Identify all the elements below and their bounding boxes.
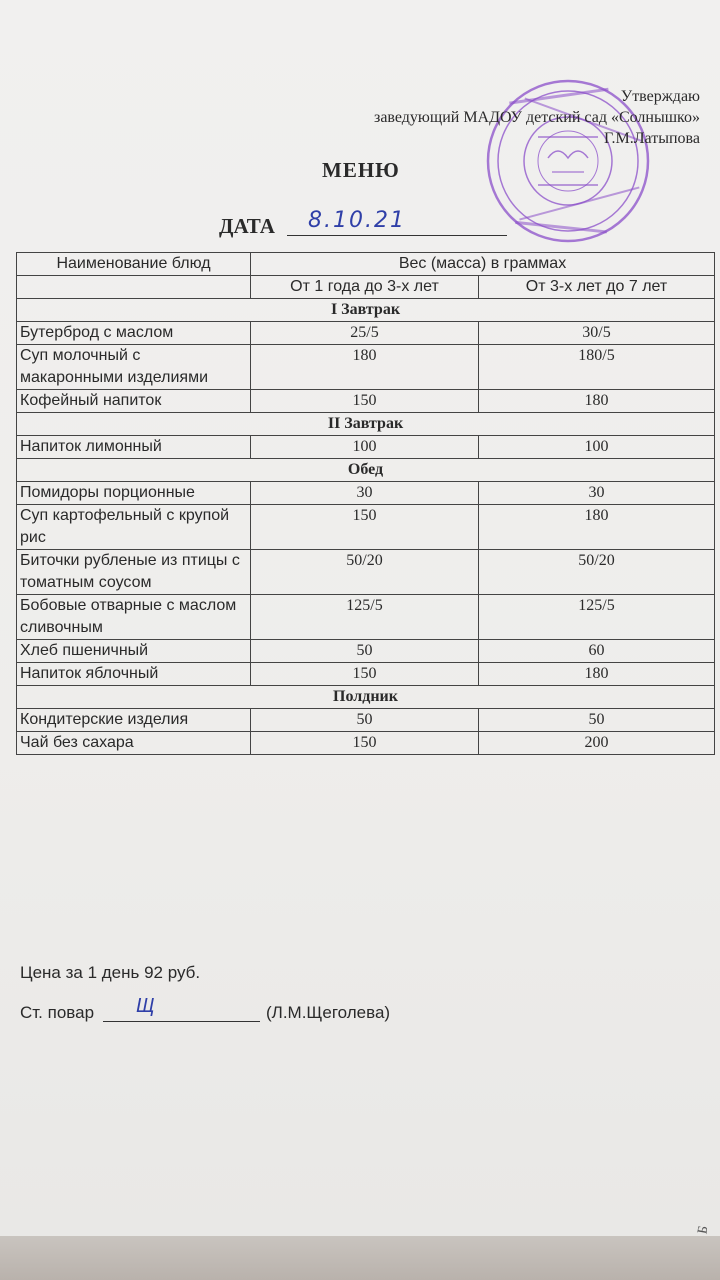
weight-age-3-7: 30 [479,482,715,505]
weight-age-1-3: 150 [251,732,479,755]
dish-name: Кофейный напиток [17,390,251,413]
dish-name: Помидоры порционные [17,482,251,505]
weight-age-1-3: 180 [251,345,479,390]
approve-position: заведующий МАДОУ детский сад «Солнышко» [374,109,700,126]
weight-age-3-7: 180 [479,663,715,686]
dish-name: Бутерброд с маслом [17,322,251,345]
section-row [17,413,715,436]
page-title: МЕНЮ [322,158,400,182]
cook-label: Ст. повар [20,1003,95,1022]
column-header-age-3-7: От 3-х лет до 7 лет [479,276,715,299]
weight-age-3-7: 50/20 [479,550,715,595]
handwritten-date: 8.10.21 [308,208,406,233]
table-row [17,709,715,732]
weight-age-3-7: 100 [479,436,715,459]
table-row [17,505,715,550]
dish-name: Суп картофельный с крупой рис [17,505,251,550]
dish-name: Бобовые отварные с маслом сливочным [17,595,251,640]
page-corner-mark: Б [695,1224,712,1236]
weight-age-1-3: 150 [251,663,479,686]
table-subheader-row [17,276,715,299]
weight-age-3-7: 180 [479,505,715,550]
table-row [17,322,715,345]
cook-signature-line [103,1021,260,1022]
weight-age-3-7: 180/5 [479,345,715,390]
date-label: ДАТА [219,214,275,238]
weight-age-1-3: 25/5 [251,322,479,345]
column-header-dish: Наименование блюд [17,253,251,276]
table-row [17,345,715,390]
section-title: I Завтрак [17,299,715,322]
table-row [17,550,715,595]
dish-name: Чай без сахара [17,732,251,755]
section-title: Полдник [17,686,715,709]
dish-name: Кондитерские изделия [17,709,251,732]
section-row [17,299,715,322]
weight-age-3-7: 200 [479,732,715,755]
section-row [17,686,715,709]
weight-age-1-3: 100 [251,436,479,459]
section-title: II Завтрак [17,413,715,436]
empty-cell [17,276,251,299]
weight-age-3-7: 30/5 [479,322,715,345]
dish-name: Суп молочный с макаронными изделиями [17,345,251,390]
table-row [17,640,715,663]
approval-block [374,86,700,149]
weight-age-1-3: 150 [251,390,479,413]
menu-table [16,252,715,755]
date-underline [287,235,507,236]
column-header-weight: Вес (масса) в граммах [251,253,715,276]
weight-age-3-7: 180 [479,390,715,413]
weight-age-1-3: 150 [251,505,479,550]
daily-price: Цена за 1 день 92 руб. [20,963,201,982]
weight-age-1-3: 50/20 [251,550,479,595]
approve-signatory: Г.М.Латыпова [604,130,700,147]
weight-age-3-7: 50 [479,709,715,732]
weight-age-1-3: 50 [251,640,479,663]
table-header-row [17,253,715,276]
background-surface [0,1236,720,1280]
table-row [17,482,715,505]
table-row [17,390,715,413]
table-row [17,732,715,755]
dish-name: Напиток яблочный [17,663,251,686]
weight-age-1-3: 125/5 [251,595,479,640]
dish-name: Биточки рубленые из птицы с томатным соусом [17,550,251,595]
column-header-age-1-3: От 1 года до 3-х лет [251,276,479,299]
section-title: Обед [17,459,715,482]
weight-age-3-7: 125/5 [479,595,715,640]
cook-signature: Щ [136,995,155,1017]
table-row [17,436,715,459]
weight-age-1-3: 30 [251,482,479,505]
cook-name: (Л.М.Щеголева) [266,1003,391,1022]
table-row [17,595,715,640]
dish-name: Хлеб пшеничный [17,640,251,663]
weight-age-3-7: 60 [479,640,715,663]
approve-title: Утверждаю [620,88,700,105]
table-row [17,663,715,686]
section-row [17,459,715,482]
weight-age-1-3: 50 [251,709,479,732]
dish-name: Напиток лимонный [17,436,251,459]
